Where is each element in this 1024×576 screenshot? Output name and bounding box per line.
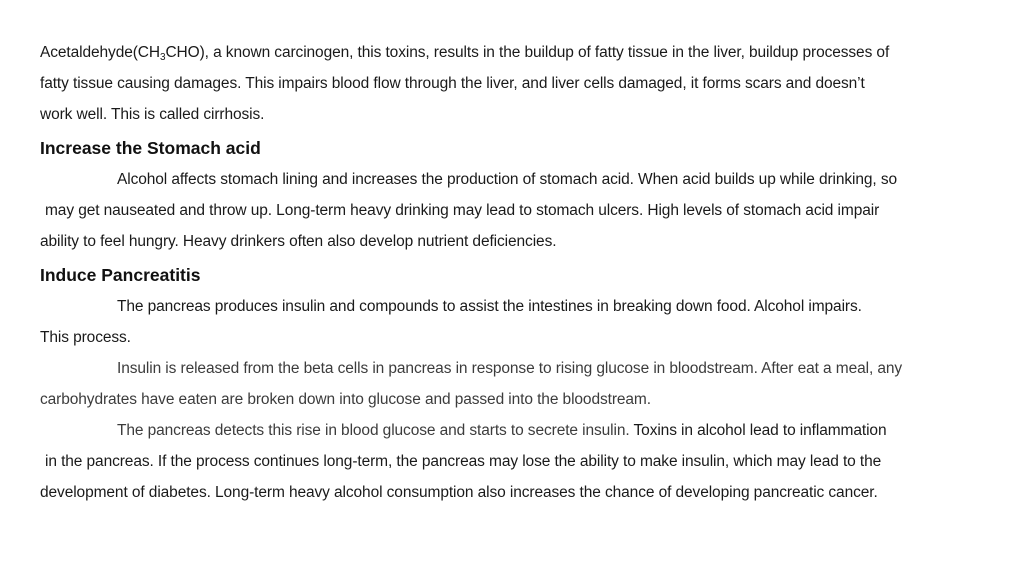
paragraph-inflammation-line-3: development of diabetes. Long-term heavy alcohol consumption also increases the chance of developing pancreatic cancer. [40, 484, 878, 501]
paragraph-stomach-line-3: ability to feel hungry. Heavy drinkers often also develop nutrient deficiencies. [40, 233, 557, 250]
paragraph-cirrhosis-line-3: work well. This is called cirrhosis. [40, 106, 265, 123]
paragraph-insulin-line-1: Insulin is released from the beta cells in pancreas in response to rising glucose in bloodstream. After eat a meal, any [117, 360, 903, 377]
paragraph-cirrhosis-line-2: fatty tissue causing damages. This impairs blood flow through the liver, and liver cells damaged, it forms scars and doesn’t [40, 75, 865, 92]
text-span: Acetaldehyde(CH [40, 44, 160, 61]
text-span: CHO), a known carcinogen, this toxins, results in the buildup of fatty tissue in the liver, buildup processes of [165, 44, 890, 61]
paragraph-insulin-line-2: carbohydrates have eaten are broken down into glucose and passed into the bloodstream. [40, 391, 651, 408]
paragraph-stomach-line-1: Alcohol affects stomach lining and increases the production of stomach acid. When acid builds up while drinking, so [117, 171, 898, 188]
subscript: 3 [159, 52, 166, 63]
text-span: Toxins in alcohol lead to inflammation [629, 422, 887, 439]
heading-stomach-acid: Increase the Stomach acid [40, 138, 261, 158]
heading-pancreatitis: Induce Pancreatitis [40, 265, 201, 285]
paragraph-inflammation-line-2: in the pancreas. If the process continues long-term, the pancreas may lose the ability to make insulin, which may lead to the [45, 453, 882, 470]
paragraph-pancreas-line-1: The pancreas produces insulin and compounds to assist the intestines in breaking down food. Alcohol impairs. [117, 298, 862, 315]
paragraph-pancreas-line-2: This process. [40, 329, 131, 346]
text-span: The pancreas detects this rise in blood glucose and starts to secrete insulin. [117, 422, 630, 439]
paragraph-inflammation-line-1 [117, 421, 886, 441]
paragraph-stomach-line-2: may get nauseated and throw up. Long-term heavy drinking may lead to stomach ulcers. High levels of stomach acid impair [45, 202, 880, 219]
paragraph-cirrhosis-line-1 [40, 43, 889, 63]
